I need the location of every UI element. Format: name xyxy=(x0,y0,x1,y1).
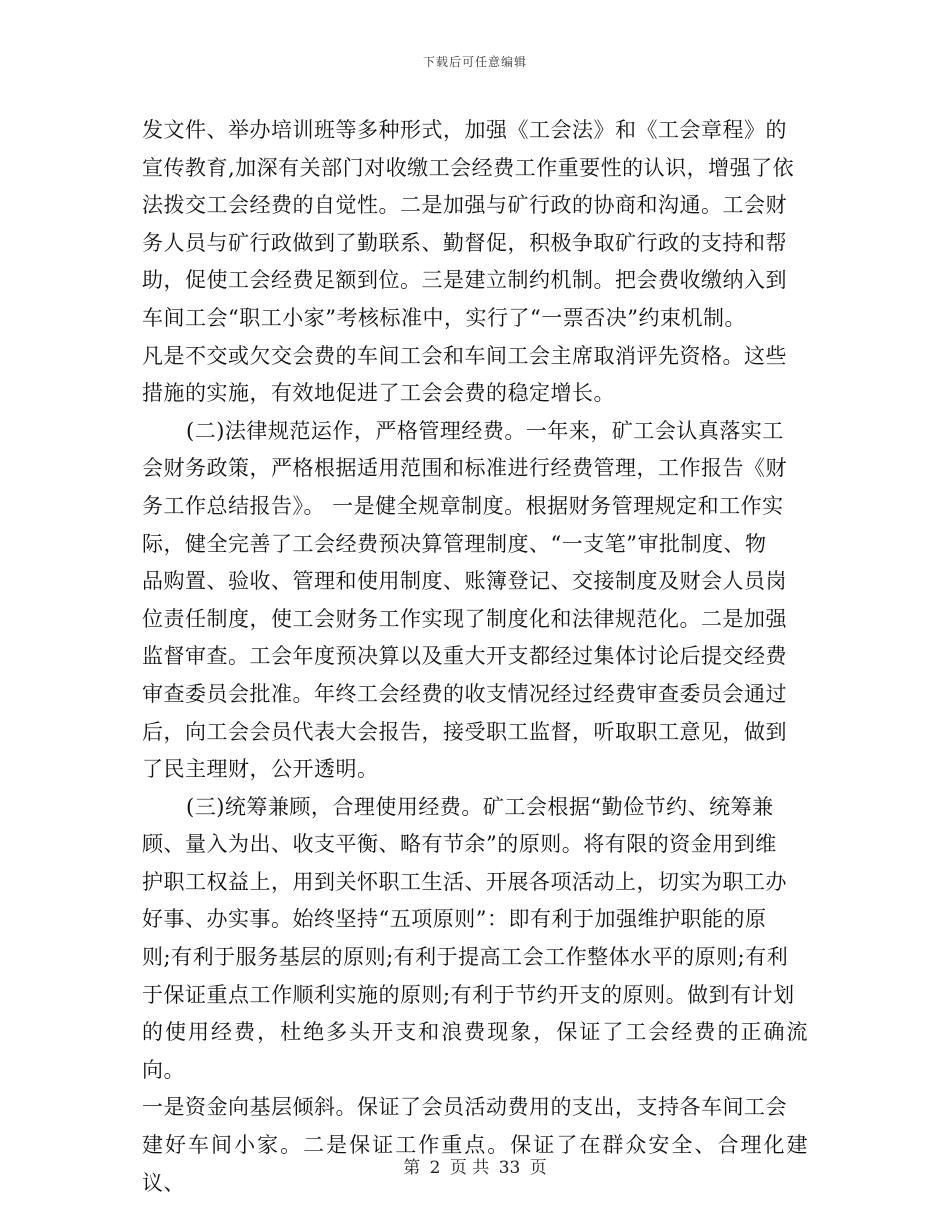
page-header-note: 下载后可任意编辑 xyxy=(422,55,527,69)
paragraph-2: (二)法律规范运作，严格管理经费。一年来，矿工会认真落实工 会财务政策，严格根据适用范围和标准进行经费管理，工作报告《财 务工作总结报告》。 一是健全规章制度。根据财务管理规定和工作实 际，健全完善了工会经费预决算管理制度、“一支笔”审批制度、物 品购置、验收、管理和使用制度、账簿登记、交接制度及财会人员岗 位责任制度，使工会财务工作实现了制度化和法律规范化。二是加强 监督审查。工会年度预决算以及重大开支都经过集体讨论后提交经费 审查委员会批准。年终工会经费的收支情况经过经费审查委员会通过 后，向工会会员代表大会报告，接受职工监督，听取职工意见，做到 了民主理财，公开透明。 xyxy=(142,418,787,782)
page-mid: 页 共 xyxy=(449,1158,490,1178)
page-suffix: 页 xyxy=(529,1158,547,1178)
page-current: 2 xyxy=(429,1158,441,1178)
page-prefix: 第 xyxy=(403,1158,421,1178)
document-body xyxy=(142,112,808,1202)
paragraph-1: 发文件、举办培训班等多种形式，加强《工会法》和《工会章程》的 宣传教育,加深有关部门对收缴工会经费工作重要性的认识，增强了依 法拨交工会经费的自觉性。二是加强与矿行政的协商和沟通。工会财 务人员与矿行政做到了勤联系、勤督促，积极争取矿行政的支持和帮 助，促使工会经费足额到位。三是建立制约机制。把会费收缴纳入到 车间工会“职工小家”考核标准中，实行了“一票否决”约束机制。 凡是不交或欠交会费的车间工会和车间工会主席取消评先资格。这些 措施的实施，有效地促进了工会会费的稳定增长。 xyxy=(142,118,795,406)
paragraph-3: (三)统筹兼顾，合理使用经费。矿工会根据“勤俭节约、统筹兼 顾、量入为出、收支平衡、略有节余”的原则。将有限的资金用到维 护职工权益上，用到关怀职工生活、开展各项活动上，切实为职工办 好事、办实事。始终坚持“五项原则”：即有利于加强维护职能的原 则;有利于服务基层的原则;有利于提高工会工作整体水平的原则;有利 于保证重点工作顺利实施的原则;有利于节约开支的原则。做到有计划 的使用经费，杜绝多头开支和浪费现象，保证了工会经费的正确流向。 一是资金向基层倾斜。保证了会员活动费用的支出，支持各车间工会 建好车间小家。二是保证工作重点。保证了在群众安全、合理化建议、 xyxy=(142,794,808,1195)
page-total: 33 xyxy=(498,1158,521,1178)
page-number-footer xyxy=(0,1153,950,1178)
